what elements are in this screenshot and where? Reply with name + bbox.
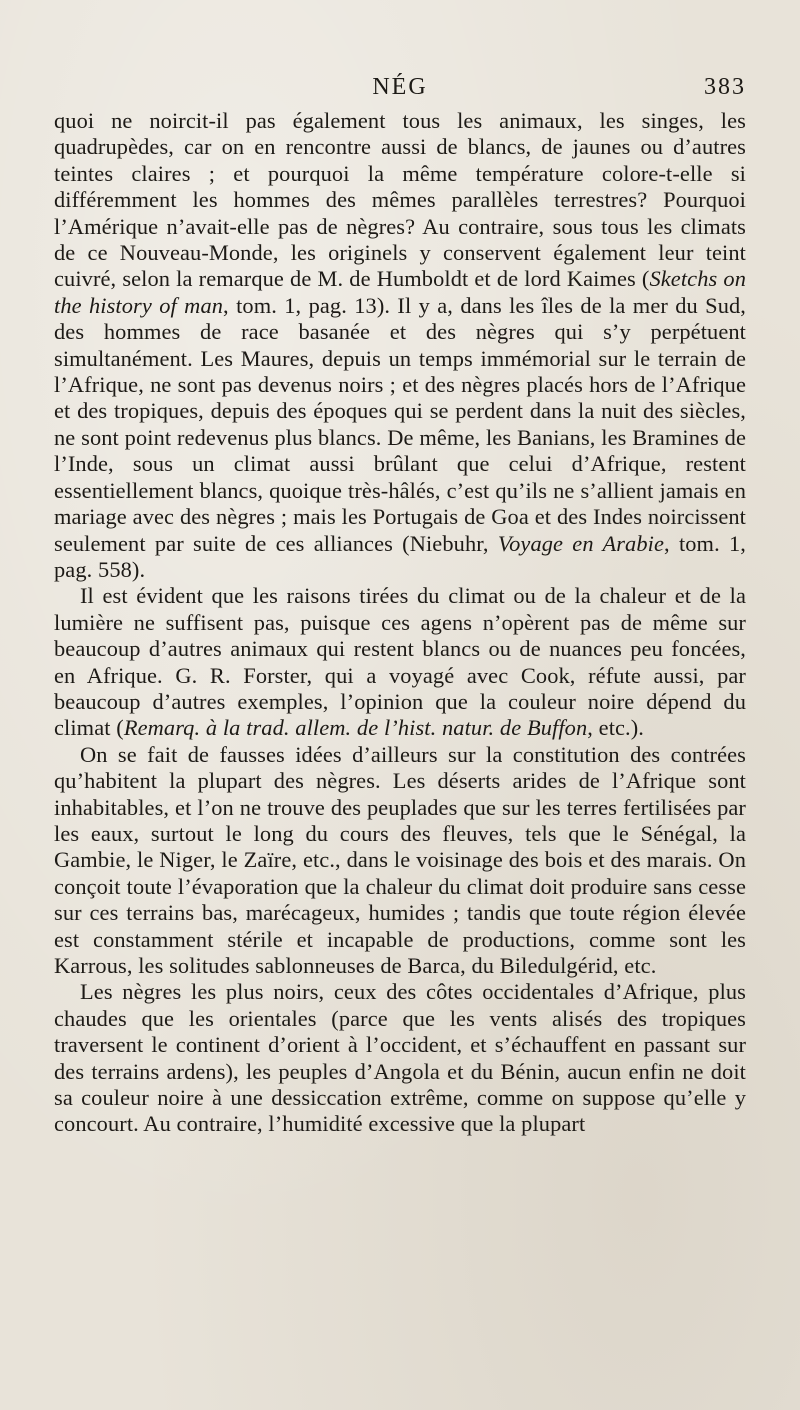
text-run: quoi ne noircit-il pas également tous les animaux, les singes, les quadrupèdes, car on en rencontre aussi de blancs, de jaunes ou d’autres teintes claires ; et pourquoi la même température colore-t-elle si différemment les hommes des mêmes parallèles terrestres? Pourquoi l’Amérique n’avait-elle pas de nègres? Au contraire, sous tous les climats de ce Nouveau-Monde, les originels y conservent également leur teint cuivré, selon la remarque de M. de Humboldt et de lord Kaimes (	[54, 108, 746, 292]
paragraph	[54, 108, 746, 583]
body-text	[54, 108, 746, 1138]
paragraph	[54, 742, 746, 980]
running-head-title: NÉG	[372, 74, 428, 100]
paragraph	[54, 979, 746, 1137]
text-run: , tom. 1, pag. 558).	[54, 530, 746, 582]
text-run: , etc.).	[587, 715, 645, 741]
text-run: , tom. 1, pag. 13). Il y a, dans les îles de la mer du Sud, des hommes de race basanée et des nègres qui s’y perpétuent simultanément. Les Maures, depuis un temps immémorial sur le terrain de l’Afrique, ne sont pas devenus noirs ; et des nègres placés hors de l’Afrique et des tropiques, depuis des époques qui se perdent dans la nuit des siècles, ne sont point redevenus plus blancs. De même, les Banians, les Bramines de l’Inde, sous un climat aussi brûlant que celui d’Afrique, restent essentiellement blancs, quoique très-hâlés, c’est qu’ils ne s’allient jamais en mariage avec des nègres ; mais les Portugais de Goa et des Indes noircissent seulement par suite de ces alliances (Niebuhr,	[54, 292, 747, 556]
running-head	[54, 74, 746, 108]
italic-citation: Voyage en Arabie	[497, 530, 665, 556]
text-run: On se fait de fausses idées d’ailleurs sur la constitution des contrées qu’habitent la plupart des nègres. Les déserts arides de l’Afrique sont inhabitables, et l’on ne trouve des peuplades que sur les terres fertilisées par les eaux, surtout le long du cours des fleuves, tels que le Sénégal, la Gambie, le Niger, le Zaïre, etc., dans le voisinage des bois et des marais. On conçoit toute l’évaporation que la chaleur du climat doit produire sans cesse sur ces terrains bas, marécageux, humides ; tandis que toute région élevée est constamment stérile et incapable de productions, comme sont les Karrous, les solitudes sablonneuses de Barca, du Biledulgérid, etc.	[54, 741, 746, 978]
text-run: Les nègres les plus noirs, ceux des côtes occidentales d’Afrique, plus chaudes que les orientales (parce que les vents alisés des tropiques traversent le continent d’orient à l’occident, et s’échauffent en passant sur des terrains ardens), les peuples d’Angola et du Bénin, aucun enfin ne doit sa couleur noire à une dessiccation extrême, comme on suppose qu’elle y concourt. Au contraire, l’humidité excessive que la plupart	[54, 979, 746, 1137]
italic-citation: Remarq. à la trad. allem. de l’hist. natur. de Buffon	[123, 715, 588, 741]
paragraph	[54, 583, 746, 741]
page-number: 383	[704, 74, 746, 100]
italic-citation: Sketchs on the history of man	[54, 266, 746, 318]
text-run: Il est évident que les raisons tirées du climat ou de la chaleur et de la lumière ne suffisent pas, puisque ces agens n’opèrent pas de même sur beaucoup d’autres animaux qui restent blancs ou de nuances peu foncées, en Afrique. G. R. Forster, qui a voyagé avec Cook, réfute aussi, par beaucoup d’autres exemples, l’opinion que la couleur noire dépend du climat (	[54, 583, 746, 741]
